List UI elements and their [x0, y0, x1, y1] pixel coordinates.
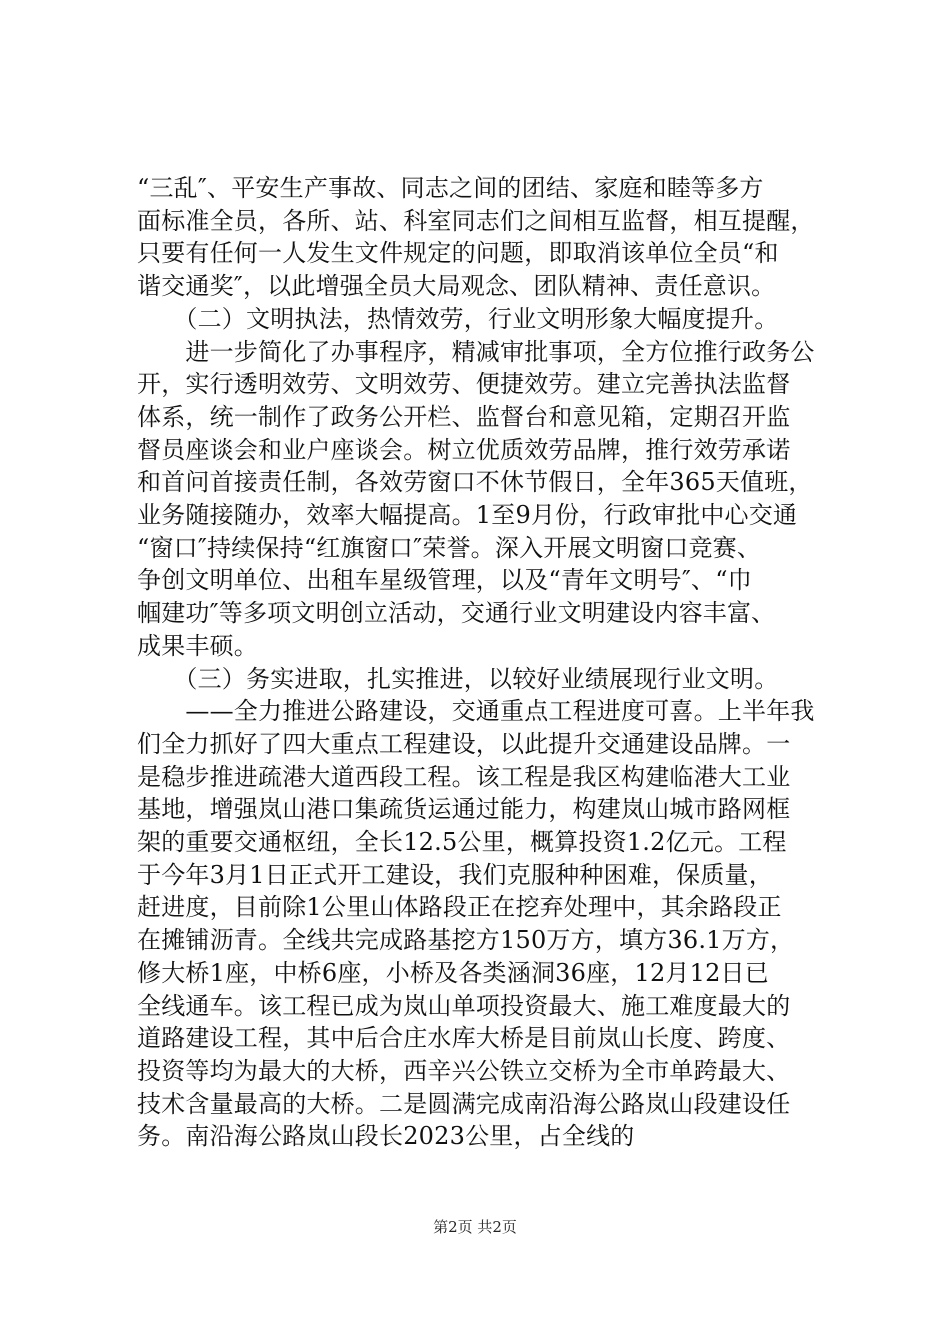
- text-line: 赶进度，目前除1公里山体路段正在挖弃处理中，其余路段正: [137, 893, 782, 922]
- text-line: 务。南沿海公路岚山段长2023公里，占全线的: [137, 1122, 635, 1151]
- text-line: 修大桥1座，中桥6座，小桥及各类涵洞36座，12月12日已: [137, 958, 769, 987]
- text-line: 督员座谈会和业户座谈会。树立优质效劳品牌，推行效劳承诺: [137, 435, 791, 464]
- text-line: 谐交通奖″，以此增强全员大局观念、团队精神、责任意识。: [137, 272, 776, 301]
- text-line: 进一步简化了办事程序，精减审批事项，全方位推行政务公: [137, 337, 815, 366]
- section-heading: （三）务实进取，扎实推进，以较好业绩展现行业文明。: [137, 664, 779, 693]
- text-line: 架的重要交通枢纽，全长12.5公里，概算投资1.2亿元。工程: [137, 828, 787, 857]
- section-heading: （二）文明执法，热情效劳，行业文明形象大幅度提升。: [137, 304, 779, 333]
- text-line: 于今年3月1日正式开工建设，我们克服种种困难，保质量，: [137, 860, 773, 889]
- text-line: 业务随接随办，效率大幅提高。1至9月份，行政审批中心交通: [137, 501, 798, 530]
- text-line: 和首问首接责任制，各效劳窗口不休节假日，全年365天值班，: [137, 468, 813, 497]
- text-line: 道路建设工程，其中后合庄水库大桥是目前岚山长度、跨度、: [137, 1024, 791, 1053]
- text-line: 只要有任何一人发生文件规定的问题，即取消该单位全员“和: [137, 239, 779, 268]
- text-line: 帼建功″等多项文明创立活动，交通行业文明建设内容丰富、: [137, 599, 776, 628]
- document-body: [137, 172, 827, 1153]
- text-line: 开，实行透明效劳、文明效劳、便捷效劳。建立完善执法监督: [137, 370, 791, 399]
- text-line: 投资等均为最大的大桥，西辛兴公铁立交桥为全市单跨最大、: [137, 1056, 791, 1085]
- text-line: 面标准全员，各所、站、科室同志们之间相互监督，相互提醒，: [137, 206, 815, 235]
- text-line: 全线通车。该工程已成为岚山单项投资最大、施工难度最大的: [137, 991, 791, 1020]
- text-line: 是稳步推进疏港大道西段工程。该工程是我区构建临港大工业: [137, 762, 791, 791]
- text-line: 成果丰硕。: [137, 631, 258, 660]
- text-line: ——全力推进公路建设，交通重点工程进度可喜。上半年我: [137, 697, 815, 726]
- text-line: 在摊铺沥青。全线共完成路基挖方150万方，填方36.1万方，: [137, 926, 795, 955]
- text-line: 技术含量最高的大桥。二是圆满完成南沿海公路岚山段建设任: [137, 1089, 791, 1118]
- text-line: 基地，增强岚山港口集疏货运通过能力，构建岚山城市路网框: [137, 795, 791, 824]
- text-line: “窗口″持续保持“红旗窗口″荣誉。深入开展文明窗口竞赛、: [137, 533, 762, 562]
- page-number-label: 第2页 共2页: [433, 1218, 517, 1236]
- text-line: 们全力抓好了四大重点工程建设，以此提升交通建设品牌。一: [137, 729, 791, 758]
- text-line: “三乱″、平安生产事故、同志之间的团结、家庭和睦等多方: [137, 174, 764, 202]
- text-line: 体系，统一制作了政务公开栏、监督台和意见箱，定期召开监: [137, 402, 791, 431]
- text-line: 争创文明单位、出租车星级管理，以及“青年文明号″、“巾: [137, 566, 752, 595]
- page-footer: [0, 1216, 950, 1237]
